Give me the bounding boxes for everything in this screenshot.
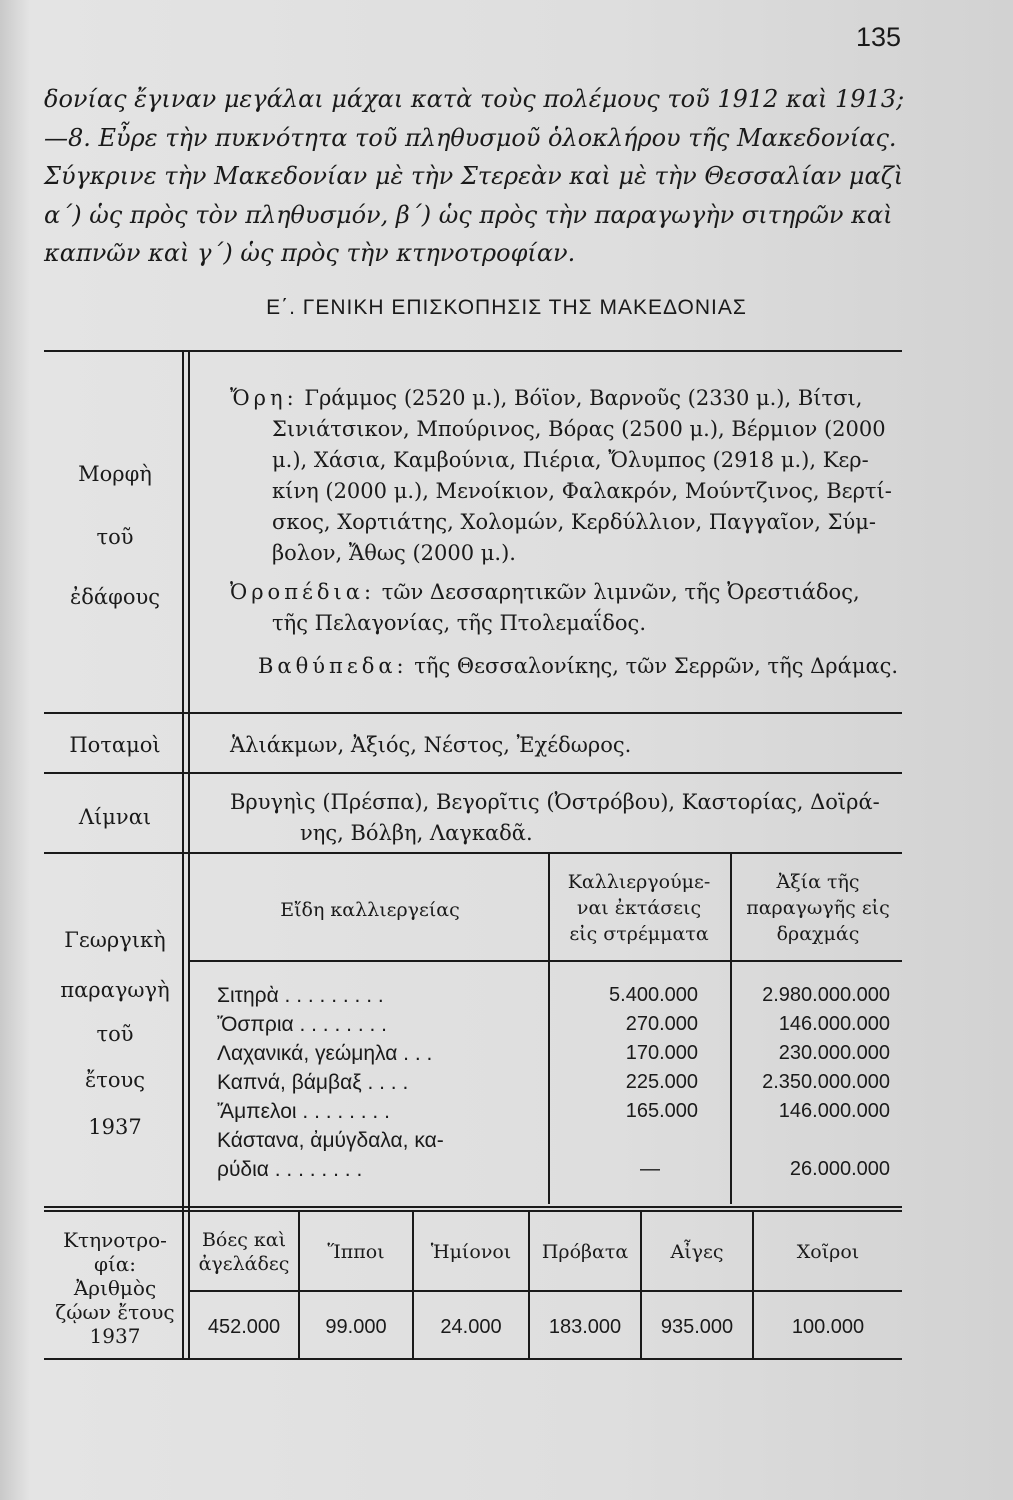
- table-column-divider: [188, 350, 190, 1360]
- livestock-label-line: ζῴων ἔτους: [55, 1300, 175, 1324]
- cows-count: 452.000: [207, 1316, 281, 1338]
- morphi-label: [40, 462, 190, 486]
- agriculture-label: 1937: [88, 1115, 142, 1139]
- lakes-text: [230, 787, 910, 849]
- area-header-line: εἰς στρέμματα: [569, 923, 709, 945]
- crop-value: 2.980.000.000: [762, 984, 890, 1006]
- crop-area: 270.000: [625, 1013, 698, 1035]
- rivers-label: Ποταμοὶ: [69, 733, 161, 757]
- lowlands-label: Βαθύπεδα:: [258, 654, 408, 678]
- plateaus-line: [230, 577, 910, 608]
- lakes-line: νης, Βόλβη, Λαγκαδᾶ.: [300, 821, 533, 845]
- crop-value: 146.000.000: [778, 1013, 890, 1035]
- row-rule: [44, 772, 902, 774]
- crop-name: ρύδια . . . . . . . .: [217, 1158, 363, 1181]
- value-header-line: παραγωγῆς εἰς: [746, 897, 890, 919]
- agriculture-label: παραγωγὴ: [60, 978, 170, 1002]
- table-column-divider: [182, 350, 184, 1360]
- crop-name: Ὄσπρια . . . . . . . .: [217, 1013, 387, 1036]
- crop-name: Καπνά, βάμβαξ . . . .: [217, 1071, 409, 1094]
- morphi-label-line: Μορφὴ: [78, 462, 152, 486]
- rivers-text: Ἁλιάκμων, Ἀξιός, Νέστος, Ἐχέδωρος.: [230, 733, 632, 757]
- row-rule: [44, 852, 902, 854]
- pigs-count: 100.000: [791, 1316, 865, 1338]
- mountains-line-text: Γράμμος (2520 μ.), Βόϊον, Βαρνοῦς (2330 μ.), Βίτσι,: [304, 386, 863, 410]
- crop-value: 26.000.000: [789, 1158, 890, 1180]
- livestock-label-line: φία:: [93, 1252, 137, 1276]
- mules-count: 24.000: [440, 1316, 502, 1338]
- crop-value: 2.350.000.000: [762, 1071, 890, 1093]
- livestock-label: [40, 1228, 190, 1348]
- lakes-line: Βρυγηὶς (Πρέσπα), Βεγορῖτις (Ὀστρόβου), Καστορίας, Δοϊρά-: [230, 790, 880, 814]
- crop-area: 225.000: [625, 1071, 698, 1093]
- horses-count: 99.000: [325, 1316, 387, 1338]
- plateaus-label: Ὀροπέδια:: [230, 580, 376, 604]
- mountains-line: [230, 383, 910, 414]
- value-header-line: Ἀξία τῆς: [776, 871, 860, 893]
- section-title: Ε΄. ΓΕΝΙΚΗ ΕΠΙΣΚΟΠΗΣΙΣ ΤΗΣ ΜΑΚΕΔΟΝΙΑΣ: [266, 296, 747, 319]
- lowlands-line-text: τῆς Θεσσαλονίκης, τῶν Σερρῶν, τῆς Δράμας.: [414, 654, 899, 678]
- agriculture-label: τοῦ: [96, 1022, 134, 1046]
- header-rule: [188, 960, 902, 962]
- crop-column-header: Εἴδη καλλιεργείας: [280, 899, 460, 921]
- area-column-header: [550, 869, 728, 947]
- livestock-label-line: Ἀριθμὸς: [73, 1276, 157, 1300]
- morphi-label: [40, 585, 190, 609]
- crop-name: Σιτηρὰ . . . . . . . . .: [217, 984, 384, 1007]
- value-column-header: [732, 869, 904, 947]
- crop-name: Ἄμπελοι . . . . . . . .: [217, 1100, 390, 1123]
- mountains-label: Ὄρη:: [230, 386, 298, 410]
- crop-name: Κάστανα, ἀμύγδαλα, κα-: [217, 1129, 444, 1152]
- crop-value: 146.000.000: [778, 1100, 890, 1122]
- crop-area: 5.400.000: [609, 984, 698, 1006]
- intro-paragraph: [44, 80, 914, 273]
- goats-header: Αἶγες: [670, 1241, 724, 1263]
- livestock-label-line: Κτηνοτρο-: [63, 1228, 167, 1252]
- morphi-label-line: τοῦ: [96, 525, 134, 549]
- intro-line: δονίας ἔγιναν μεγάλαι μάχαι κατὰ τοὺς πολέμους τοῦ 1912 καὶ 1913;: [44, 85, 905, 113]
- morphi-label: [40, 525, 190, 549]
- crop-value: 230.000.000: [778, 1042, 890, 1064]
- mountains-line: μ.), Χάσια, Καμβούνια, Πιέρια, Ὄλυμπος (2918 μ.), Κερ-: [272, 448, 869, 472]
- row-rule: [44, 1210, 902, 1212]
- crop-area: —: [640, 1158, 660, 1180]
- lakes-label: Λίμναι: [78, 805, 152, 829]
- table-top-rule: [44, 350, 902, 352]
- mountains-text: [230, 383, 910, 569]
- value-header-line: δραχμάς: [776, 923, 860, 945]
- crop-area: 165.000: [625, 1100, 698, 1122]
- plateaus-line: τῆς Πελαγονίας, τῆς Πτολεμαΐδος.: [272, 611, 646, 635]
- crop-area: 170.000: [625, 1042, 698, 1064]
- pigs-header: Χοῖροι: [796, 1241, 860, 1263]
- cows-header-line: Βόες καὶ: [201, 1229, 287, 1251]
- mountains-line: βολον, Ἄθως (2000 μ.).: [272, 541, 516, 565]
- mountains-line: Σινιάτσικον, Μπούρινος, Βόρας (2500 μ.), Βέρμιον (2000: [272, 417, 886, 441]
- area-header-line: ναι ἐκτάσεις: [576, 897, 702, 919]
- cows-header: [190, 1228, 298, 1276]
- sheep-header: Πρόβατα: [541, 1241, 629, 1263]
- area-header-line: Καλλιεργούμε-: [567, 871, 711, 893]
- lowlands-text: [258, 651, 918, 682]
- livestock-label-line: 1937: [89, 1324, 141, 1348]
- agriculture-label: Γεωργικὴ: [64, 928, 166, 952]
- crop-name: Λαχανικά, γεώμηλα . . .: [217, 1042, 433, 1065]
- page-number: 135: [855, 22, 901, 52]
- intro-line: —8. Εὖρε τὴν πυκνότητα τοῦ πληθυσμοῦ ὁλοκλήρου τῆς Μακεδονίας.: [44, 123, 897, 152]
- row-rule: [44, 1206, 902, 1208]
- mountains-line: σκος, Χορτιάτης, Χολομών, Κερδύλλιον, Παγγαῖον, Σύμ-: [272, 510, 876, 534]
- horses-header: Ἵπποι: [327, 1241, 385, 1263]
- goats-count: 935.000: [660, 1316, 734, 1338]
- intro-line: Σύγκρινε τὴν Μακεδονίαν μὲ τὴν Στερεὰν καὶ μὲ τὴν Θεσσαλίαν μαζὶ: [44, 162, 904, 190]
- sheep-count: 183.000: [548, 1316, 622, 1338]
- header-rule: [188, 1290, 902, 1292]
- row-rule: [44, 712, 902, 714]
- plateaus-text: [230, 577, 910, 639]
- table-bottom-rule: [44, 1358, 902, 1360]
- morphi-label-line: ἐδάφους: [70, 585, 160, 609]
- intro-line: α΄) ὡς πρὸς τὸν πληθυσμόν, β΄) ὡς πρὸς τὴν παραγωγὴν σιτηρῶν καὶ: [44, 200, 893, 229]
- cows-header-line: ἀγελάδες: [198, 1253, 290, 1275]
- mules-header: Ἡμίονοι: [430, 1241, 512, 1263]
- agriculture-label: ἔτους: [84, 1068, 146, 1092]
- intro-line: καπνῶν καὶ γ΄) ὡς πρὸς τὴν κτηνοτροφίαν.: [44, 239, 576, 267]
- mountains-line: κίνη (2000 μ.), Μενοίκιον, Φαλακρόν, Μούντζινος, Βερτί-: [272, 479, 892, 503]
- plateaus-line-text: τῶν Δεσσαρητικῶν λιμνῶν, τῆς Ὀρεστιάδος,: [381, 580, 860, 604]
